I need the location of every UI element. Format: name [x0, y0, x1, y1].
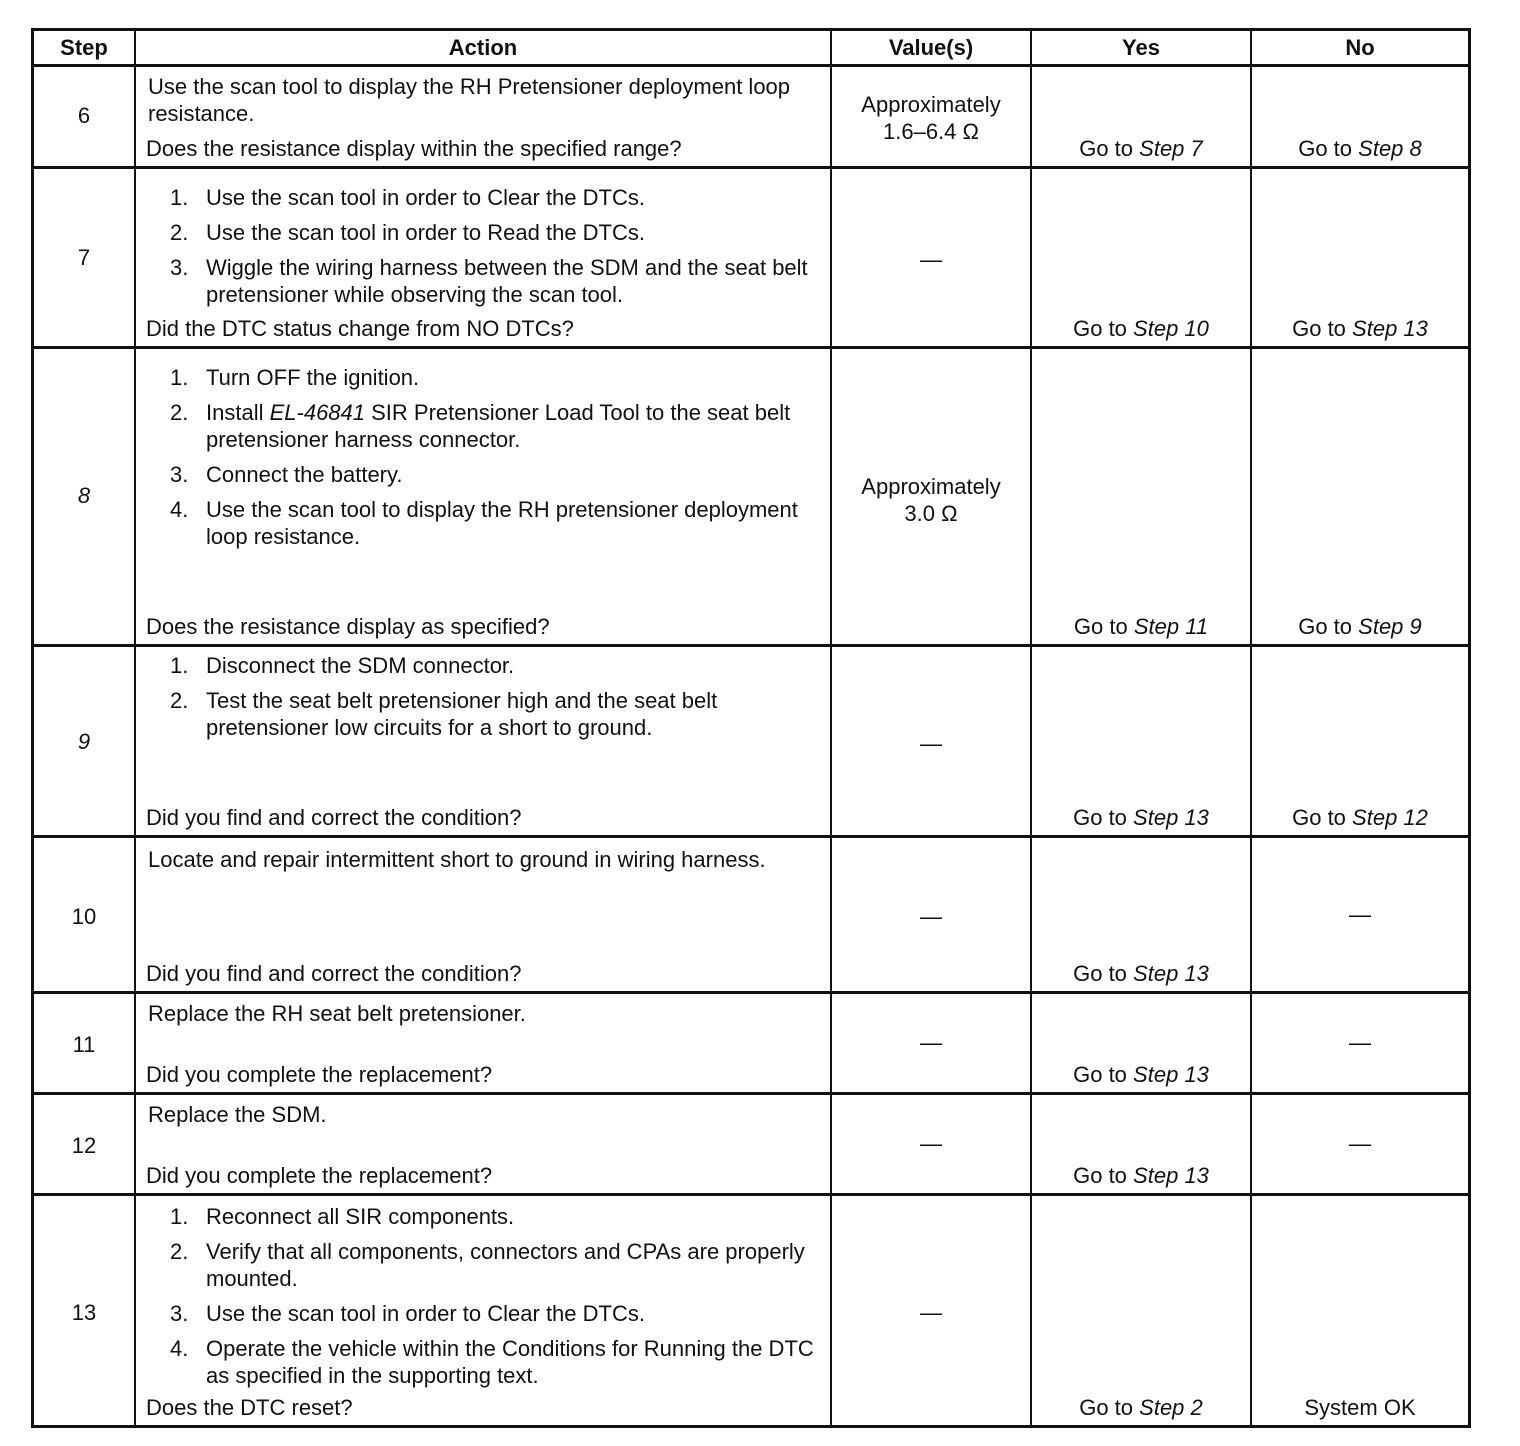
action-list: [148, 1203, 816, 1397]
header-step: Step: [34, 31, 136, 64]
table-row-step-8: [34, 349, 1468, 647]
action-text: Locate and repair intermittent short to ground in wiring harness.: [148, 847, 766, 872]
no-cell: [1252, 1095, 1468, 1193]
yes-goto: Go to Step 13: [1073, 1062, 1209, 1087]
empty-dash: —: [920, 731, 942, 756]
diagnostic-table: [31, 28, 1471, 1428]
question-text: Did you complete the replacement?: [146, 1163, 493, 1188]
empty-dash: —: [1349, 1131, 1371, 1156]
table-row-step-6: [34, 67, 1468, 169]
value-cell: [832, 647, 1032, 835]
yes-goto: Go to Step 2: [1079, 1395, 1203, 1420]
step-number: 7: [77, 245, 91, 270]
action-cell: [136, 169, 832, 346]
no-goto: Go to Step 8: [1298, 136, 1422, 161]
yes-cell: [1032, 647, 1252, 835]
step-number: 8: [77, 483, 91, 508]
value-cell: [832, 67, 1032, 166]
step-number: 10: [71, 904, 97, 929]
empty-dash: —: [1349, 902, 1371, 927]
step-number: 12: [71, 1133, 97, 1158]
value-cell: [832, 994, 1032, 1092]
step-cell: [34, 169, 136, 346]
action-cell: [136, 349, 832, 644]
step-number: 9: [77, 729, 91, 754]
no-result: System OK: [1304, 1395, 1416, 1420]
list-item: 1. Disconnect the SDM connector.: [170, 653, 515, 678]
list-item: 4. Use the scan tool to display the RH pretensioner deployment loop resistance.: [170, 497, 798, 549]
yes-goto: Go to Step 13: [1073, 961, 1209, 986]
no-cell: [1252, 349, 1468, 644]
table-row-step-11: [34, 994, 1468, 1095]
table-row-step-9: [34, 647, 1468, 838]
empty-dash: —: [920, 904, 942, 929]
list-item: 3. Connect the battery.: [170, 462, 403, 487]
header-row: [34, 31, 1468, 67]
list-item: 2. Use the scan tool in order to Read the DTCs.: [170, 220, 645, 245]
no-cell: [1252, 647, 1468, 835]
empty-dash: —: [920, 1131, 942, 1156]
no-cell: [1252, 1196, 1468, 1425]
yes-goto: Go to Step 10: [1073, 316, 1209, 341]
header-action: Action: [136, 31, 832, 64]
value-cell: [832, 1095, 1032, 1193]
question-text: Did you find and correct the condition?: [146, 805, 522, 830]
list-item: 1. Turn OFF the ignition.: [170, 365, 420, 390]
header-yes: Yes: [1032, 31, 1252, 64]
step-cell: [34, 1095, 136, 1193]
action-cell: [136, 647, 832, 835]
yes-goto: Go to Step 7: [1079, 136, 1203, 161]
yes-goto: Go to Step 13: [1073, 805, 1209, 830]
empty-dash: —: [920, 247, 942, 272]
no-cell: [1252, 169, 1468, 346]
question-text: Does the resistance display within the specified range?: [146, 136, 682, 161]
step-number: 6: [77, 103, 91, 128]
header-no: No: [1345, 34, 1375, 60]
header-values: Value(s): [832, 31, 1032, 64]
action-text: Replace the RH seat belt pretensioner.: [148, 1001, 526, 1026]
tool-number: EL-46841: [269, 400, 366, 425]
list-item: 1. Reconnect all SIR components.: [170, 1204, 515, 1229]
step-cell: [34, 1196, 136, 1425]
table-row-step-13: [34, 1196, 1468, 1425]
action-text: Use the scan tool to display the RH Pretensioner deployment loop resistance.: [148, 74, 791, 126]
table-row-step-10: [34, 838, 1468, 994]
yes-cell: [1032, 1196, 1252, 1425]
action-cell: [136, 838, 832, 991]
step-cell: [34, 67, 136, 166]
action-list: [148, 184, 816, 316]
question-text: Does the resistance display as specified?: [146, 614, 550, 639]
step-cell: [34, 647, 136, 835]
value-line: 3.0 Ω: [904, 501, 958, 526]
list-item: 2. Verify that all components, connectors and CPAs are properly mounted.: [170, 1239, 805, 1291]
action-list: [148, 652, 816, 749]
step-cell: [34, 349, 136, 644]
yes-cell: [1032, 169, 1252, 346]
yes-cell: [1032, 67, 1252, 166]
yes-cell: [1032, 994, 1252, 1092]
question-text: Did you find and correct the condition?: [146, 961, 522, 986]
list-item: 2. Test the seat belt pretensioner high and the seat belt pretensioner low circuits for a short to ground.: [170, 688, 718, 740]
yes-goto: Go to Step 11: [1073, 614, 1209, 639]
no-cell: [1252, 994, 1468, 1092]
value-line: Approximately: [861, 474, 1001, 499]
question-text: Did the DTC status change from NO DTCs?: [146, 316, 574, 341]
no-goto: Go to Step 12: [1292, 805, 1428, 830]
action-cell: [136, 994, 832, 1092]
yes-cell: [1032, 838, 1252, 991]
no-goto: Go to Step 13: [1292, 316, 1428, 341]
action-cell: [136, 1095, 832, 1193]
question-text: Does the DTC reset?: [146, 1395, 353, 1420]
list-item: 4. Operate the vehicle within the Conditions for Running the DTC as specified in the supporting text.: [170, 1336, 814, 1388]
value-line: 1.6–6.4 Ω: [883, 119, 979, 144]
list-item: 3. Wiggle the wiring harness between the SDM and the seat belt pretensioner while observing the scan tool.: [170, 255, 808, 307]
empty-dash: —: [1349, 1030, 1371, 1055]
step-cell: [34, 994, 136, 1092]
no-cell: [1252, 838, 1468, 991]
list-item: 2. Install EL-46841 SIR Pretensioner Load Tool to the seat belt pretensioner harness connector.: [170, 400, 791, 452]
empty-dash: —: [920, 1300, 942, 1325]
value-cell: [832, 349, 1032, 644]
value-cell: [832, 169, 1032, 346]
step-cell: [34, 838, 136, 991]
table-row-step-12: [34, 1095, 1468, 1196]
list-item: 1. Use the scan tool in order to Clear the DTCs.: [170, 185, 645, 210]
question-text: Did you complete the replacement?: [146, 1062, 493, 1087]
no-cell: [1252, 67, 1468, 166]
table-row-step-7: [34, 169, 1468, 349]
step-number: 11: [72, 1032, 96, 1057]
action-cell: [136, 1196, 832, 1425]
step-number: 13: [71, 1300, 97, 1325]
yes-goto: Go to Step 13: [1073, 1163, 1209, 1188]
yes-cell: [1032, 1095, 1252, 1193]
yes-cell: [1032, 349, 1252, 644]
list-item: 3. Use the scan tool in order to Clear the DTCs.: [170, 1301, 645, 1326]
no-goto: Go to Step 9: [1298, 614, 1422, 639]
value-line: Approximately: [861, 92, 1001, 117]
empty-dash: —: [920, 1030, 942, 1055]
action-list: [148, 364, 816, 558]
value-cell: [832, 1196, 1032, 1425]
action-text: Replace the SDM.: [148, 1102, 327, 1127]
value-cell: [832, 838, 1032, 991]
action-cell: [136, 67, 832, 166]
